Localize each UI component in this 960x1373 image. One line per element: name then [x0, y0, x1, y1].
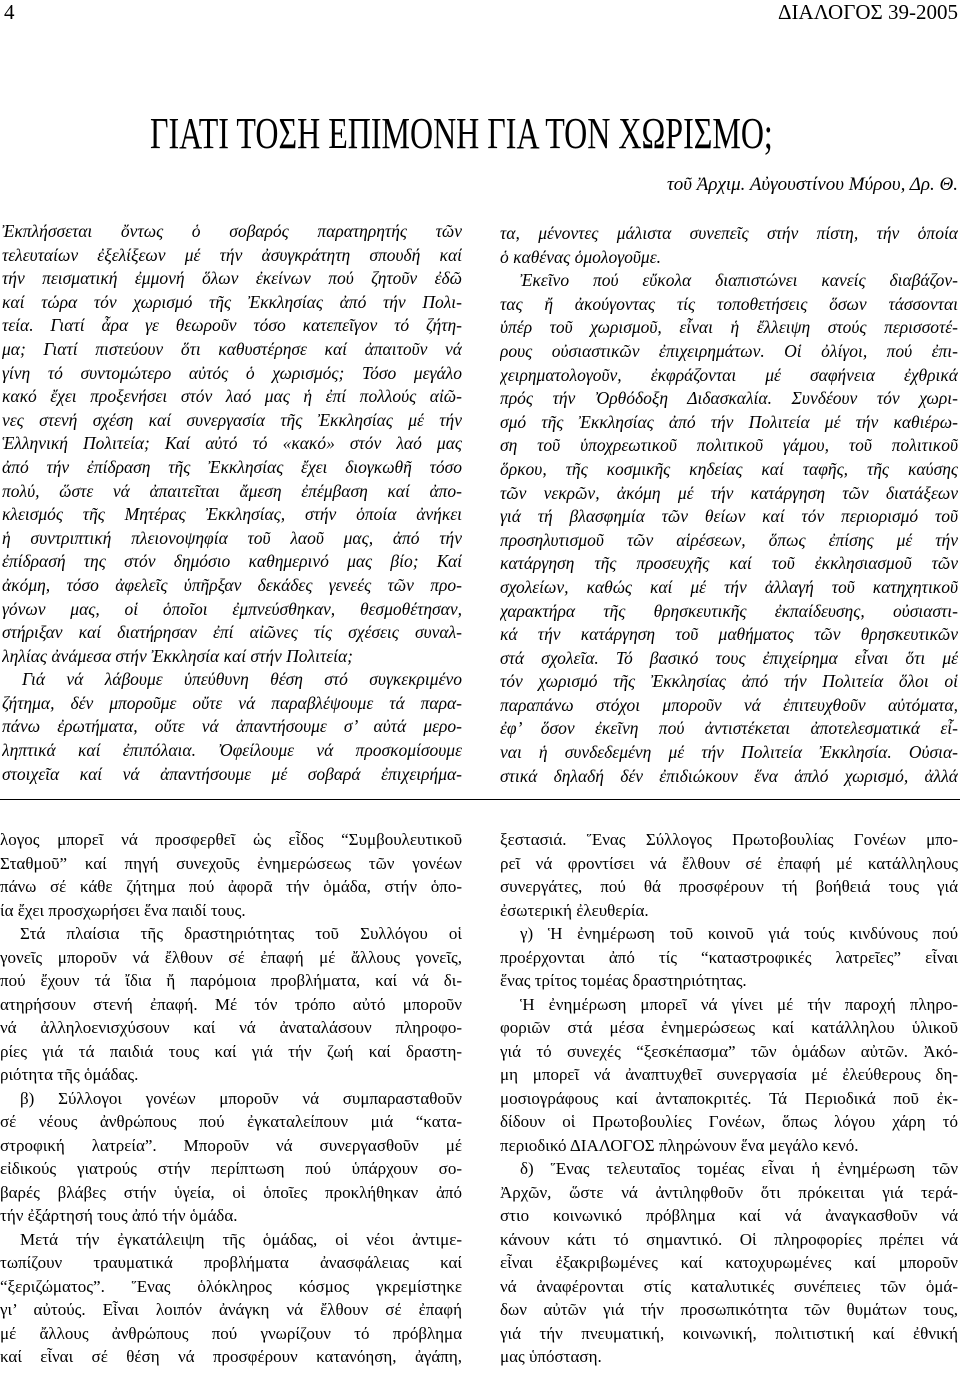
text-line: χαρακτήρα τῆς θρησκευτικῆς ἐκπαίδευσης, οὐσιαστι-: [500, 600, 958, 621]
text-line: ατηρήσουν στενή ἐπαφή. Μέ τόν τρόπο αὐτό μποροῦν: [0, 994, 462, 1014]
text-line: γιά τό συνεχές “ξεσκέπασμα” τῶν ὁμάδων αὐτῶν. Ἀκό-: [500, 1041, 958, 1061]
text-line: ρους οὐσιαστικῶν ἐπιχειρημάτων. Οἱ ὀλίγοι, πού ἐπι-: [500, 340, 958, 361]
text-line: εἰδικούς γιατρούς στήν περίπτωση πού ὑπάρχουν σο-: [0, 1159, 462, 1178]
text-line: τεία. Γιατί ἆρα γε θεωροῦν τόσο κατεπεῖγον τό ζήτη-: [2, 315, 462, 336]
paragraph: [500, 269, 958, 788]
text-line: ἐφ’ ὅσον ἐκεῖνη πού ἀντιστέκεται ἀποτελεσματικά εἶ-: [500, 718, 958, 739]
text-line: παραπάνω στόχοι μποροῦν νά ἐπιτευχθοῦν αὐτόματα,: [500, 694, 958, 715]
text-line: γίνη τό συντομώτερο αὐτός ὁ χωρισμός; Τόσο μεγάλο: [2, 362, 462, 383]
text-line: ία ἔχει προσχωρήσει ἕνα παιδί τους.: [0, 900, 246, 920]
text-line: πολύ, ὥστε νά ἀπαιτεῖται ἄμεση ἐπέμβαση καί ἀπο-: [2, 480, 462, 501]
publication-header: ΔΙΑΛΟΓΟΣ 39-2005: [778, 0, 958, 24]
text-line: προέρχονται ἀπό τίς “καταστροφικές λατρεῖες” εἶναι: [500, 947, 958, 967]
text-line: ναι ἡ συνδεδεμένη μέ τήν Πολιτεία Ἐκκλησία. Οὐσια-: [500, 742, 958, 763]
text-line: τα, μένοντες μάλιστα συνεπεῖς στήν πίστη, τήν ὁποία: [500, 223, 958, 243]
text-line: ληπτικά καί ἐπιπόλαια. Ὀφείλουμε νά προσκομίσουμε: [2, 740, 462, 761]
text-line: ὑπέρ τοῦ χωρισμοῦ, εἶναι ἡ ἔλλειψη στούς περισσοτέ-: [500, 317, 958, 338]
text-line: πού ἔχουν τά ἴδια ἤ παρόμοια προβλήματα, καί νά δι-: [0, 971, 462, 990]
text-line: γιά τή βλασφημία τῶν θείων καί τόν περιορισμό τοῦ: [500, 506, 958, 527]
lower-right-column: [500, 828, 958, 1373]
text-line: μοσιογράφους καί ἀνταποκριτές. Τά Περιοδικά ποῦ ἐκ-: [500, 1088, 958, 1108]
paragraph: [0, 1228, 462, 1369]
section-divider: [0, 799, 960, 800]
text-line: γ) Ἡ ἐνημέρωση τοῦ κοινοῦ γιά τούς κινδύνους πού: [520, 924, 958, 943]
article-right-column: [500, 222, 958, 794]
article-left-column: [2, 220, 462, 792]
text-line: ἐπίδρασή της στόν δημόσιο καθημερινό μας βίο; Καί: [2, 551, 462, 572]
paragraph: [2, 668, 462, 786]
text-line: Ἑλληνική Πολιτεία; Καί αὐτό τό «κακό» στόν λαό μας: [2, 433, 462, 454]
text-line: καί εἶναι σέ θέση νά προσφέρουν κατανόηση, ἀγάπη,: [0, 1347, 462, 1366]
text-line: μα; Γιατί πιστεύουν ὅτι καθυστέρησε καί ἀπαιτοῦν νά: [2, 338, 462, 359]
text-line: ξεστασιά. Ἕνας Σύλλογος Πρωτοβουλίας Γονέων μπο-: [500, 830, 958, 849]
text-line: φοριῶν στά μέσα ἐνημερώσεως καί κατάλληλου ὑλικοῦ: [500, 1018, 958, 1037]
text-line: νά ἀναφέρονται στίς καταλυτικές συνέπειες τῶν ὁμά-: [500, 1276, 958, 1296]
paragraph: [500, 1157, 958, 1369]
text-line: ρεῖ νά φροντίσει νά ἔλθουν σέ ἐπαφή μέ κατάλληλους: [500, 853, 958, 873]
text-line: νες στενή σχέση καί συνεργασία τῆς Ἐκκλησίας μέ τήν: [2, 409, 462, 430]
text-line: στικά δηλαδή δέν ἐπιδιώκουν ἕνα ἁπλό χωρισμό, ἀλλά: [500, 765, 958, 786]
text-line: τωπίζουν τραυματικά προβλήματα ἀνασφάλειας καί: [0, 1253, 462, 1272]
paragraph: [500, 828, 958, 922]
text-line: νά ἀλληλοενισχύσουν καί νά ἀναταλάσουν πληροφο-: [0, 1018, 462, 1037]
text-line: κατάργηση τῆς προσευχῆς καί τοῦ ἐκκλησιασμοῦ τῶν: [500, 553, 958, 574]
text-line: τελευταίων ἐξελίξεων μέ τήν ἀσυγκράτητη σπουδή καί: [2, 244, 462, 265]
text-line: Στά πλαίσια τῆς δραστηριότητας τοῦ Συλλόγου οἱ: [20, 924, 462, 943]
text-line: λογος μπορεῖ νά προσφερθεῖ ὡς εἶδος “Συμβουλευτικοῦ: [0, 830, 462, 849]
text-line: προσηλυτισμοῦ τῶν αἱρέσεων, ὅπως ἐπίσης μέ τήν: [500, 529, 958, 550]
paragraph: [0, 922, 462, 1087]
text-line: συνεργάτες, πού θά προσφέρουν τή βοήθειά τους γιά: [500, 877, 958, 896]
text-line: στήριξαν καί διατήρησαν ἐπί αἰῶνες τίς σχέσεις συναλ-: [2, 622, 462, 643]
text-line: στροφική λατρεία”. Μποροῦν νά συνεργασθοῦν μέ: [0, 1135, 462, 1155]
text-line: κάνουν κάτι τό σημαντικό. Οἱ πληροφορίες πρέπει νά: [500, 1229, 958, 1249]
paragraph: [500, 993, 958, 1158]
text-line: Μετά τήν ἐγκατάλειψη τῆς ὁμάδας, οἱ νέοι ἀντιμε-: [20, 1229, 462, 1249]
text-line: ζήτημα, δέν μποροῦμε οὔτε νά παραβλέψουμε τά παρα-: [2, 692, 462, 713]
text-line: σμό τῆς Ἐκκλησίας ἀπό τήν Πολιτεία μέ τήν καθιέρω-: [500, 411, 958, 432]
text-line: ση τοῦ ὑποχρεωτικοῦ πολιτικοῦ γάμου, τοῦ πολιτικοῦ: [500, 435, 958, 456]
text-line: Ἀρχῶν, ὥστε νά ἀντιληφθοῦν ὅτι πρόκειται γιά τερά-: [500, 1182, 958, 1202]
text-line: Ἐκεῖνο πού εὔκολα διαπιστώνει κανείς διαβάζον-: [520, 270, 958, 291]
text-line: πρός τήν Ὀρθόδοξη Διδασκαλία. Συνδέουν τόν χωρι-: [500, 388, 958, 409]
text-line: γονεῖς μποροῦν νά ἔλθουν σέ ἐπαφή μέ ἄλλους γονεῖς,: [0, 947, 462, 967]
text-line: κακό ἔχει προξενήσει στόν λαό μας ἡ ἐπί πολλούς αἰῶ-: [2, 386, 462, 407]
text-line: χειρηματολογοῦν, ἐκφράζονται μέ σαφήνεια ἐχθρικά: [500, 364, 958, 385]
text-line: κά τήν κατάργηση τοῦ μαθήματος τῶν θρησκευτικῶν: [500, 624, 958, 645]
text-line: πάνω σέ κάθε ζήτημα πού ἀφορᾶ τήν ὁμάδα, στήν ὁπο-: [0, 877, 462, 896]
text-line: Ἐκπλήσσεται ὄντως ὁ σοβαρός παρατηρητής τῶν: [2, 221, 462, 241]
text-line: δ) Ἕνας τελευταῖος τομέας εἶναι ἡ ἐνημέρωση τῶν: [520, 1159, 958, 1178]
text-line: ὅρκου, τῆς κοσμικῆς κηδείας καί ταφῆς, τῆς καύσης: [500, 458, 958, 479]
text-line: ἐσωτερική ἐλευθερία.: [500, 900, 649, 920]
text-line: ἕνας τρίτος τομέας δραστηριότητας.: [500, 971, 747, 990]
text-line: μέ ἄλλους ἀνθρώπους πού γνωρίζουν τό πρόβλημα: [0, 1323, 462, 1343]
text-line: γι’ αὐτούς. Εἶναι λοιπόν ἀνάγκη νά ἔλθουν σέ ἐπαφή: [0, 1300, 462, 1319]
text-line: σχολείων, καθώς καί μέ τήν ἀλλαγή τοῦ κατηχητικοῦ: [500, 576, 958, 597]
text-line: τῶν νεκρῶν, ἀκόμη μέ τήν κατάργηση τῶν διατάξεων: [500, 482, 958, 503]
text-line: βαρές βλάβες στήν ὑγεία, οἱ ὁποῖες προκλήθηκαν ἀπό: [0, 1182, 462, 1202]
text-line: Γιά νά λάβουμε ὑπεύθυνη θέση στό συγκεκριμένο: [22, 669, 462, 690]
text-line: Σταθμοῦ” καί πηγή συνεχοῦς ἐνημερώσεως τῶν γονέων: [0, 853, 462, 873]
text-line: περιοδικό ΔΙΑΛΟΓΟΣ πληρώνουν ἕνα μεγάλο κενό.: [500, 1135, 859, 1155]
text-line: ἡ συντριπτική πλειονοψηφία τοῦ λαοῦ μας, ἀπό τήν: [2, 527, 462, 548]
text-line: στά σχολεῖα. Τό βασικό τους ἐπιχείρημα εἶναι ὅτι μέ: [500, 647, 958, 668]
text-line: στοιχεῖα καί νά ἀπαντήσουμε μέ σοβαρά ἐπιχειρήμα-: [2, 763, 462, 784]
text-line: δων αὐτῶν γιά τήν προσωπικότητα τῶν θυμάτων τους,: [500, 1300, 958, 1319]
text-line: πάνω ἐρωτήματα, οὔτε νά ἀπαντήσουμε σ’ αὐτά μερο-: [2, 716, 462, 737]
text-line: μη μπορεῖ νά ἀναπτυχθεῖ συνεργασία μέ ἐλεύθερους δη-: [500, 1065, 958, 1084]
text-line: τήν ἐξάρτησή τους ἀπό τήν ὁμάδα.: [0, 1206, 238, 1225]
text-line: γόνων μας, οἱ ὁποῖοι ἐμπνεύσθηκαν, θεσμοθέτησαν,: [2, 598, 462, 619]
page-number: 4: [4, 0, 15, 24]
lower-left-column: [0, 828, 462, 1373]
paragraph: [2, 220, 462, 668]
text-line: γιά τήν πνευματική, κοινωνική, πολιτιστική καί ἐθνική: [500, 1323, 958, 1343]
text-line: κλεισμός τῆς Μητέρας Ἐκκλησίας, στήν ὁποία ἀνήκει: [2, 504, 462, 525]
text-line: τόν χωρισμό τῆς Ἐκκλησίας ἀπό τήν Πολιτεία ὅλοι οἱ: [500, 671, 958, 692]
text-line: δίδουν οἱ Πρωτοβουλίες Γονέων, ὅπως λόγου χάρη τό: [500, 1112, 958, 1131]
text-line: Ἡ ἐνημέρωση μπορεῖ νά γίνει μέ τήν παροχή πληρο-: [520, 994, 958, 1014]
text-line: εἶναι ἐξακριβωμένες καί κατοχυρωμένες καί μποροῦν: [500, 1253, 958, 1272]
text-line: ρίες γιά τά παιδιά τους καί γιά τήν ζωή καί δραστη-: [0, 1041, 462, 1061]
article-byline: τοῦ Ἀρχιμ. Αὐγουστίνου Μύρου, Δρ. Θ.: [666, 174, 958, 195]
text-line: ληλίας ἀνάμεσα στήν Ἐκκλησία καί στήν Πολιτεία;: [2, 645, 354, 666]
paragraph: [0, 828, 462, 922]
text-line: στιο κοινωνικό πρόβλημα καί νά ἀναγκασθοῦν νά: [500, 1206, 958, 1225]
text-line: β) Σύλλογοι γονέων μποροῦν νά συμπαρασταθοῦν: [20, 1088, 462, 1108]
paragraph: [0, 1087, 462, 1228]
text-line: τας ἤ ἀκούγοντας τίς τοποθετήσεις ὅσων τάσσονται: [500, 293, 958, 314]
text-line: “ξεριζώματος”. Ἕνας ὁλόκληρος κόσμος γκρεμίστηκε: [0, 1276, 462, 1296]
text-line: σέ νέους ἀνθρώπους πού ἐγκαταλείπουν μιά “κατα-: [0, 1112, 462, 1131]
text-line: ἀκόμη, τόσο ἀφελεῖς ὑπῆρξαν δεκάδες γενεές τῶν προ-: [2, 574, 462, 595]
text-line: μας ὑπόσταση.: [500, 1347, 602, 1366]
text-line: ριότητα τῆς ὁμάδας.: [0, 1065, 139, 1084]
article-title: ΓΙΑΤΙ ΤΟΣΗ ΕΠΙΜΟΝΗ ΓΙΑ ΤΟΝ ΧΩΡΙΣΜΟ;: [150, 107, 773, 158]
text-line: καί τώρα τόν χωρισμό τῆς Ἐκκλησίας ἀπό τήν Πολι-: [2, 291, 462, 312]
paragraph: [500, 222, 958, 269]
text-line: ἀπό τήν ἐπίδραση τῆς Ἐκκλησίας ἔχει διογκωθῆ τόσο: [2, 456, 462, 477]
paragraph: [500, 922, 958, 993]
text-line: τήν πεισματική ἐμμονή ὅλων ἐκείνων πού ζητοῦν ἐδῶ: [2, 268, 462, 289]
text-line: ὁ καθένας ὁμολογοῦμε.: [500, 246, 661, 267]
